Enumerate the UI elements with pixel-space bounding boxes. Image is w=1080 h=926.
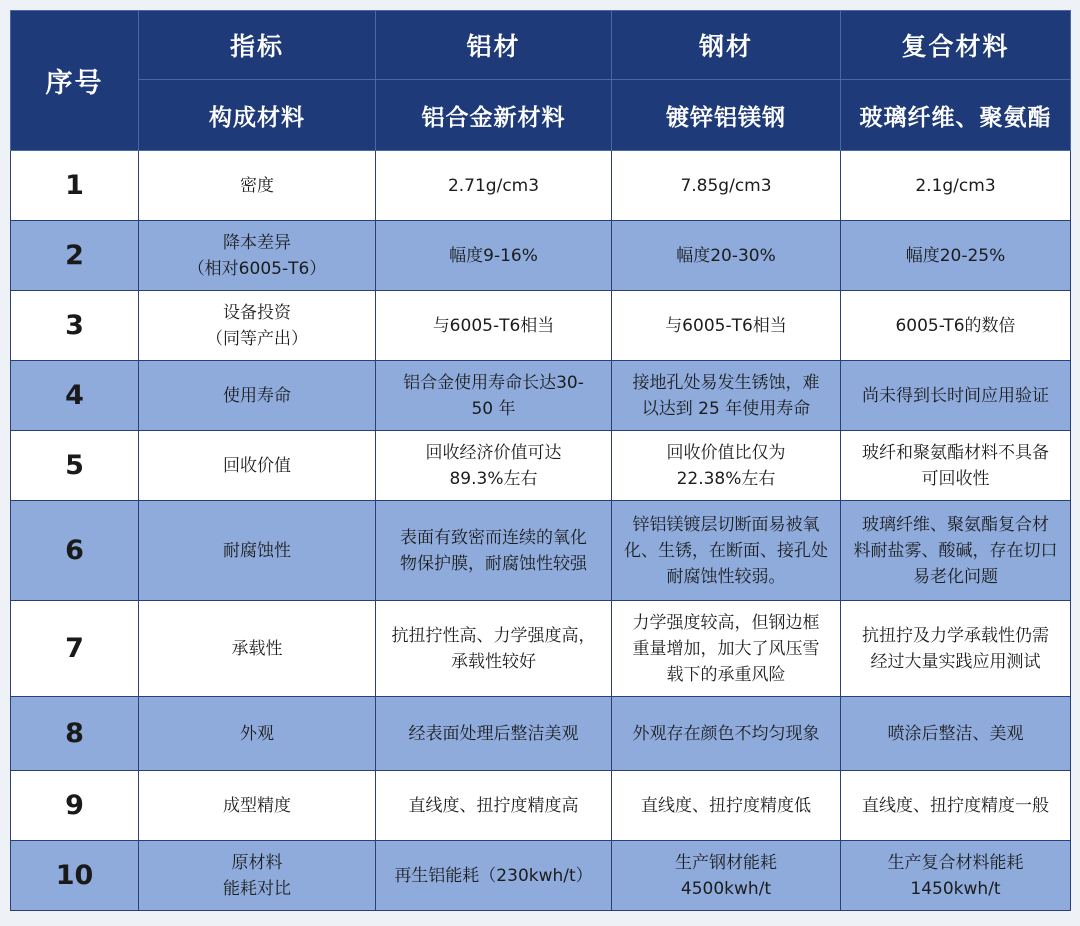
cell-steel: [612, 771, 841, 841]
cell-composite: [841, 501, 1071, 601]
cell-composite: [841, 291, 1071, 361]
cell-text-line: 重量增加，加大了风压雪: [632, 638, 820, 659]
cell-indicator: [139, 431, 376, 501]
cell-aluminum: [376, 431, 612, 501]
cell-composite: [841, 431, 1071, 501]
cell-text-line: 使用寿命: [223, 385, 291, 406]
cell-text-line: 6005-T6的数倍: [895, 315, 1016, 336]
cell-text-line: 玻纤和聚氨酯材料不具备: [862, 442, 1049, 463]
cell-text-line: 7.85g/cm3: [680, 175, 772, 196]
cell-seq-number: 8: [11, 697, 139, 771]
cell-text-line: 承载性较好: [451, 651, 536, 672]
cell-text-line: （同等产出）: [206, 328, 308, 349]
cell-seq-number: 7: [11, 601, 139, 697]
header-indicator: 指标: [139, 11, 376, 80]
cell-indicator: [139, 841, 376, 911]
cell-text-line: 抗扭拧及力学承载性仍需: [862, 625, 1049, 646]
cell-text-line: 以达到 25 年使用寿命: [641, 398, 811, 419]
cell-aluminum: [376, 361, 612, 431]
cell-text-line: 回收经济价值可达: [425, 442, 562, 463]
cell-composite: [841, 601, 1071, 697]
cell-text-line: 经过大量实践应用测试: [870, 651, 1041, 672]
cell-text-line: 外观: [240, 723, 274, 744]
cell-text-line: （相对6005-T6）: [187, 258, 327, 279]
cell-text-line: 经表面处理后整洁美观: [408, 723, 579, 744]
cell-indicator: [139, 221, 376, 291]
header-aluminum: 铝材: [376, 11, 612, 80]
cell-text-line: 生产复合材料能耗: [887, 852, 1024, 873]
comparison-table-frame: [10, 10, 1070, 916]
cell-text-line: 可回收性: [921, 468, 990, 489]
cell-text-line: 化、生锈，在断面、接孔处: [624, 540, 828, 561]
cell-text-line: 能耗对比: [223, 878, 291, 899]
cell-text-line: 外观存在颜色不均匀现象: [632, 723, 820, 744]
cell-text-line: 物保护膜，耐腐蚀性较强: [400, 553, 587, 574]
cell-aluminum: [376, 601, 612, 697]
table-row: [11, 697, 1071, 771]
cell-steel: [612, 697, 841, 771]
header-composite-material: 玻璃纤维、聚氨酯: [841, 80, 1071, 151]
cell-indicator: [139, 501, 376, 601]
header-row-materials: [11, 80, 1071, 151]
cell-text-line: 生产钢材能耗: [675, 852, 777, 873]
cell-indicator: [139, 291, 376, 361]
cell-text-line: 耐腐蚀性: [223, 540, 291, 561]
cell-indicator: [139, 697, 376, 771]
cell-composite: [841, 151, 1071, 221]
cell-steel: [612, 361, 841, 431]
cell-text-line: 料耐盐雾、酸碱，存在切口: [853, 540, 1058, 561]
cell-composite: [841, 841, 1071, 911]
cell-text-line: 再生铝能耗（230kwh/t）: [394, 865, 593, 886]
cell-text-line: 承载性: [231, 638, 283, 659]
cell-seq-number: 2: [11, 221, 139, 291]
cell-text-line: 50 年: [471, 398, 516, 419]
cell-text-line: 降本差异: [223, 232, 291, 253]
cell-text-line: 原材料: [231, 852, 283, 873]
cell-indicator: [139, 771, 376, 841]
cell-text-line: 耐腐蚀性较弱。: [666, 566, 786, 587]
cell-steel: [612, 841, 841, 911]
cell-text-line: 载下的承重风险: [666, 664, 786, 685]
cell-text-line: 成型精度: [223, 795, 291, 816]
cell-composite: [841, 221, 1071, 291]
cell-steel: [612, 221, 841, 291]
cell-text-line: 4500kwh/t: [680, 878, 772, 899]
cell-composite: [841, 697, 1071, 771]
cell-text-line: 接地孔处易发生锈蚀，难: [632, 372, 820, 393]
cell-text-line: 22.38%左右: [676, 468, 776, 489]
table-header: [11, 11, 1071, 151]
cell-text-line: 回收价值比仅为: [666, 442, 786, 463]
cell-steel: [612, 431, 841, 501]
table-row: [11, 841, 1071, 911]
table-body: [11, 151, 1071, 911]
cell-composite: [841, 771, 1071, 841]
table-row: [11, 151, 1071, 221]
cell-seq-number: 9: [11, 771, 139, 841]
cell-text-line: 直线度、扭拧度精度高: [408, 795, 579, 816]
cell-text-line: 直线度、扭拧度精度一般: [862, 795, 1049, 816]
cell-text-line: 玻璃纤维、聚氨酯复合材: [862, 514, 1049, 535]
cell-text-line: 89.3%左右: [449, 468, 538, 489]
header-seq: 序号: [11, 11, 139, 151]
cell-text-line: 幅度20-25%: [905, 245, 1006, 266]
cell-text-line: 铝合金使用寿命长达30-: [403, 372, 584, 393]
cell-aluminum: [376, 771, 612, 841]
cell-aluminum: [376, 291, 612, 361]
cell-steel: [612, 601, 841, 697]
cell-seq-number: 5: [11, 431, 139, 501]
material-comparison-table: [10, 10, 1071, 911]
header-aluminum-material: 铝合金新材料: [376, 80, 612, 151]
header-composite: 复合材料: [841, 11, 1071, 80]
cell-text-line: 抗扭拧性高、力学强度高，: [391, 625, 596, 646]
table-row: [11, 601, 1071, 697]
cell-text-line: 锌铝镁镀层切断面易被氧: [632, 514, 820, 535]
cell-indicator: [139, 361, 376, 431]
header-steel: 钢材: [612, 11, 841, 80]
cell-seq-number: 10: [11, 841, 139, 911]
cell-seq-number: 1: [11, 151, 139, 221]
cell-text-line: 1450kwh/t: [910, 878, 1001, 899]
cell-text-line: 与6005-T6相当: [665, 315, 787, 336]
cell-text-line: 直线度、扭拧度精度低: [641, 795, 811, 816]
cell-text-line: 力学强度较高，但钢边框: [632, 612, 820, 633]
cell-text-line: 2.1g/cm3: [915, 175, 996, 196]
header-composition: 构成材料: [139, 80, 376, 151]
cell-aluminum: [376, 221, 612, 291]
cell-seq-number: 6: [11, 501, 139, 601]
cell-text-line: 与6005-T6相当: [432, 315, 555, 336]
cell-aluminum: [376, 501, 612, 601]
cell-text-line: 幅度9-16%: [449, 245, 538, 266]
cell-text-line: 喷涂后整洁、美观: [887, 723, 1024, 744]
cell-steel: [612, 501, 841, 601]
header-steel-material: 镀锌铝镁钢: [612, 80, 841, 151]
header-row-names: [11, 11, 1071, 80]
table-row: [11, 361, 1071, 431]
table-row: [11, 431, 1071, 501]
cell-aluminum: [376, 841, 612, 911]
cell-text-line: 尚未得到长时间应用验证: [862, 385, 1049, 406]
cell-text-line: 幅度20-30%: [676, 245, 776, 266]
table-row: [11, 291, 1071, 361]
cell-indicator: [139, 601, 376, 697]
cell-steel: [612, 151, 841, 221]
cell-steel: [612, 291, 841, 361]
cell-seq-number: 4: [11, 361, 139, 431]
table-row: [11, 771, 1071, 841]
table-row: [11, 221, 1071, 291]
cell-text-line: 密度: [240, 175, 274, 196]
cell-indicator: [139, 151, 376, 221]
cell-aluminum: [376, 697, 612, 771]
table-row: [11, 501, 1071, 601]
cell-text-line: 设备投资: [223, 302, 291, 323]
cell-aluminum: [376, 151, 612, 221]
cell-composite: [841, 361, 1071, 431]
cell-text-line: 表面有致密而连续的氧化: [400, 527, 587, 548]
cell-text-line: 2.71g/cm3: [447, 175, 540, 196]
cell-seq-number: 3: [11, 291, 139, 361]
cell-text-line: 易老化问题: [913, 566, 998, 587]
cell-text-line: 回收价值: [223, 455, 291, 476]
